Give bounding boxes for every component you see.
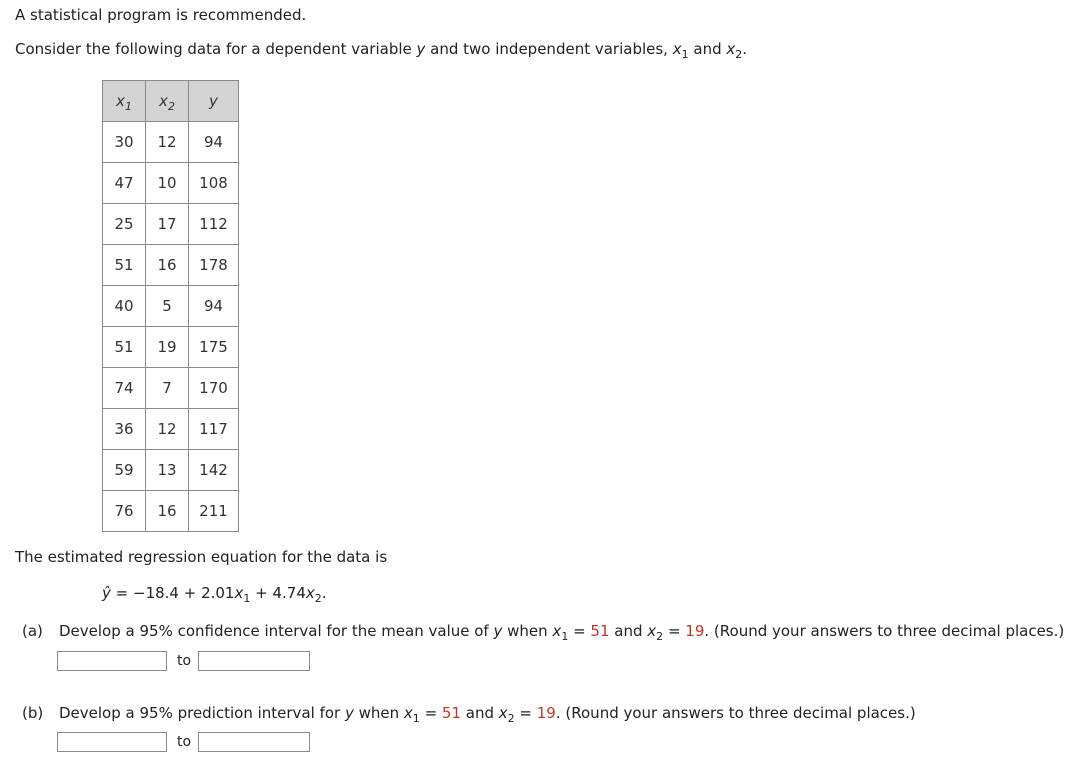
cell-x1: 59 — [103, 450, 146, 491]
cell-y: 178 — [189, 245, 239, 286]
cell-x2: 17 — [146, 204, 189, 245]
cell-x2: 7 — [146, 368, 189, 409]
program-note: A statistical program is recommended. — [15, 6, 307, 24]
cell-y: 94 — [189, 122, 239, 163]
cell-y: 117 — [189, 409, 239, 450]
cell-x2: 5 — [146, 286, 189, 327]
header-x1: $x_1$ — [103, 81, 146, 122]
cell-x2: 16 — [146, 491, 189, 532]
cell-x1: 47 — [103, 163, 146, 204]
cell-x1: 76 — [103, 491, 146, 532]
table-row — [103, 409, 239, 450]
question-a: (a) Develop a 95% confidence interval for the mean value of y when $x_1 = 51$ and $x_2 = 19$. (Round your answers to three decimal places.) — [22, 622, 1065, 643]
cell-x2: 13 — [146, 450, 189, 491]
cell-x1: 51 — [103, 245, 146, 286]
cell-y: 175 — [189, 327, 239, 368]
data-table — [102, 80, 239, 532]
table-row — [103, 327, 239, 368]
header-x2: $x_2$ — [146, 81, 189, 122]
cell-x2: 16 — [146, 245, 189, 286]
cell-y: 94 — [189, 286, 239, 327]
table-header-row — [103, 81, 239, 122]
cell-y: 211 — [189, 491, 239, 532]
cell-x2: 19 — [146, 327, 189, 368]
cell-x1: 40 — [103, 286, 146, 327]
cell-x1: 30 — [103, 122, 146, 163]
cell-y: 108 — [189, 163, 239, 204]
table-row — [103, 122, 239, 163]
pi-lower-input[interactable] — [57, 732, 167, 752]
header-y: y — [189, 81, 239, 122]
regression-equation: ŷ = $-18.4 + 2.01x_1 + 4.74x_2$. — [102, 584, 327, 605]
pi-upper-input[interactable] — [198, 732, 310, 752]
cell-x1: 36 — [103, 409, 146, 450]
cell-y: 112 — [189, 204, 239, 245]
table-row — [103, 368, 239, 409]
regression-intro: The estimated regression equation for the data is — [15, 548, 388, 566]
table-row — [103, 245, 239, 286]
ci-lower-input[interactable] — [57, 651, 167, 671]
table-row — [103, 450, 239, 491]
table-row — [103, 286, 239, 327]
cell-x1: 25 — [103, 204, 146, 245]
table-row — [103, 491, 239, 532]
table-row — [103, 163, 239, 204]
question-b: (b) Develop a 95% prediction interval for y when $x_1 = 51$ and $x_2 = 19$. (Round your answers to three decimal places.) — [22, 704, 916, 725]
to-label: to — [177, 734, 192, 750]
problem-intro: Consider the following data for a dependent variable y and two independent variables, $x_1$ and $x_2$. — [15, 40, 748, 61]
cell-y: 170 — [189, 368, 239, 409]
ci-upper-input[interactable] — [198, 651, 310, 671]
table-row — [103, 204, 239, 245]
cell-x2: 12 — [146, 122, 189, 163]
cell-x2: 10 — [146, 163, 189, 204]
to-label: to — [177, 653, 192, 669]
cell-x2: 12 — [146, 409, 189, 450]
cell-y: 142 — [189, 450, 239, 491]
cell-x1: 74 — [103, 368, 146, 409]
cell-x1: 51 — [103, 327, 146, 368]
